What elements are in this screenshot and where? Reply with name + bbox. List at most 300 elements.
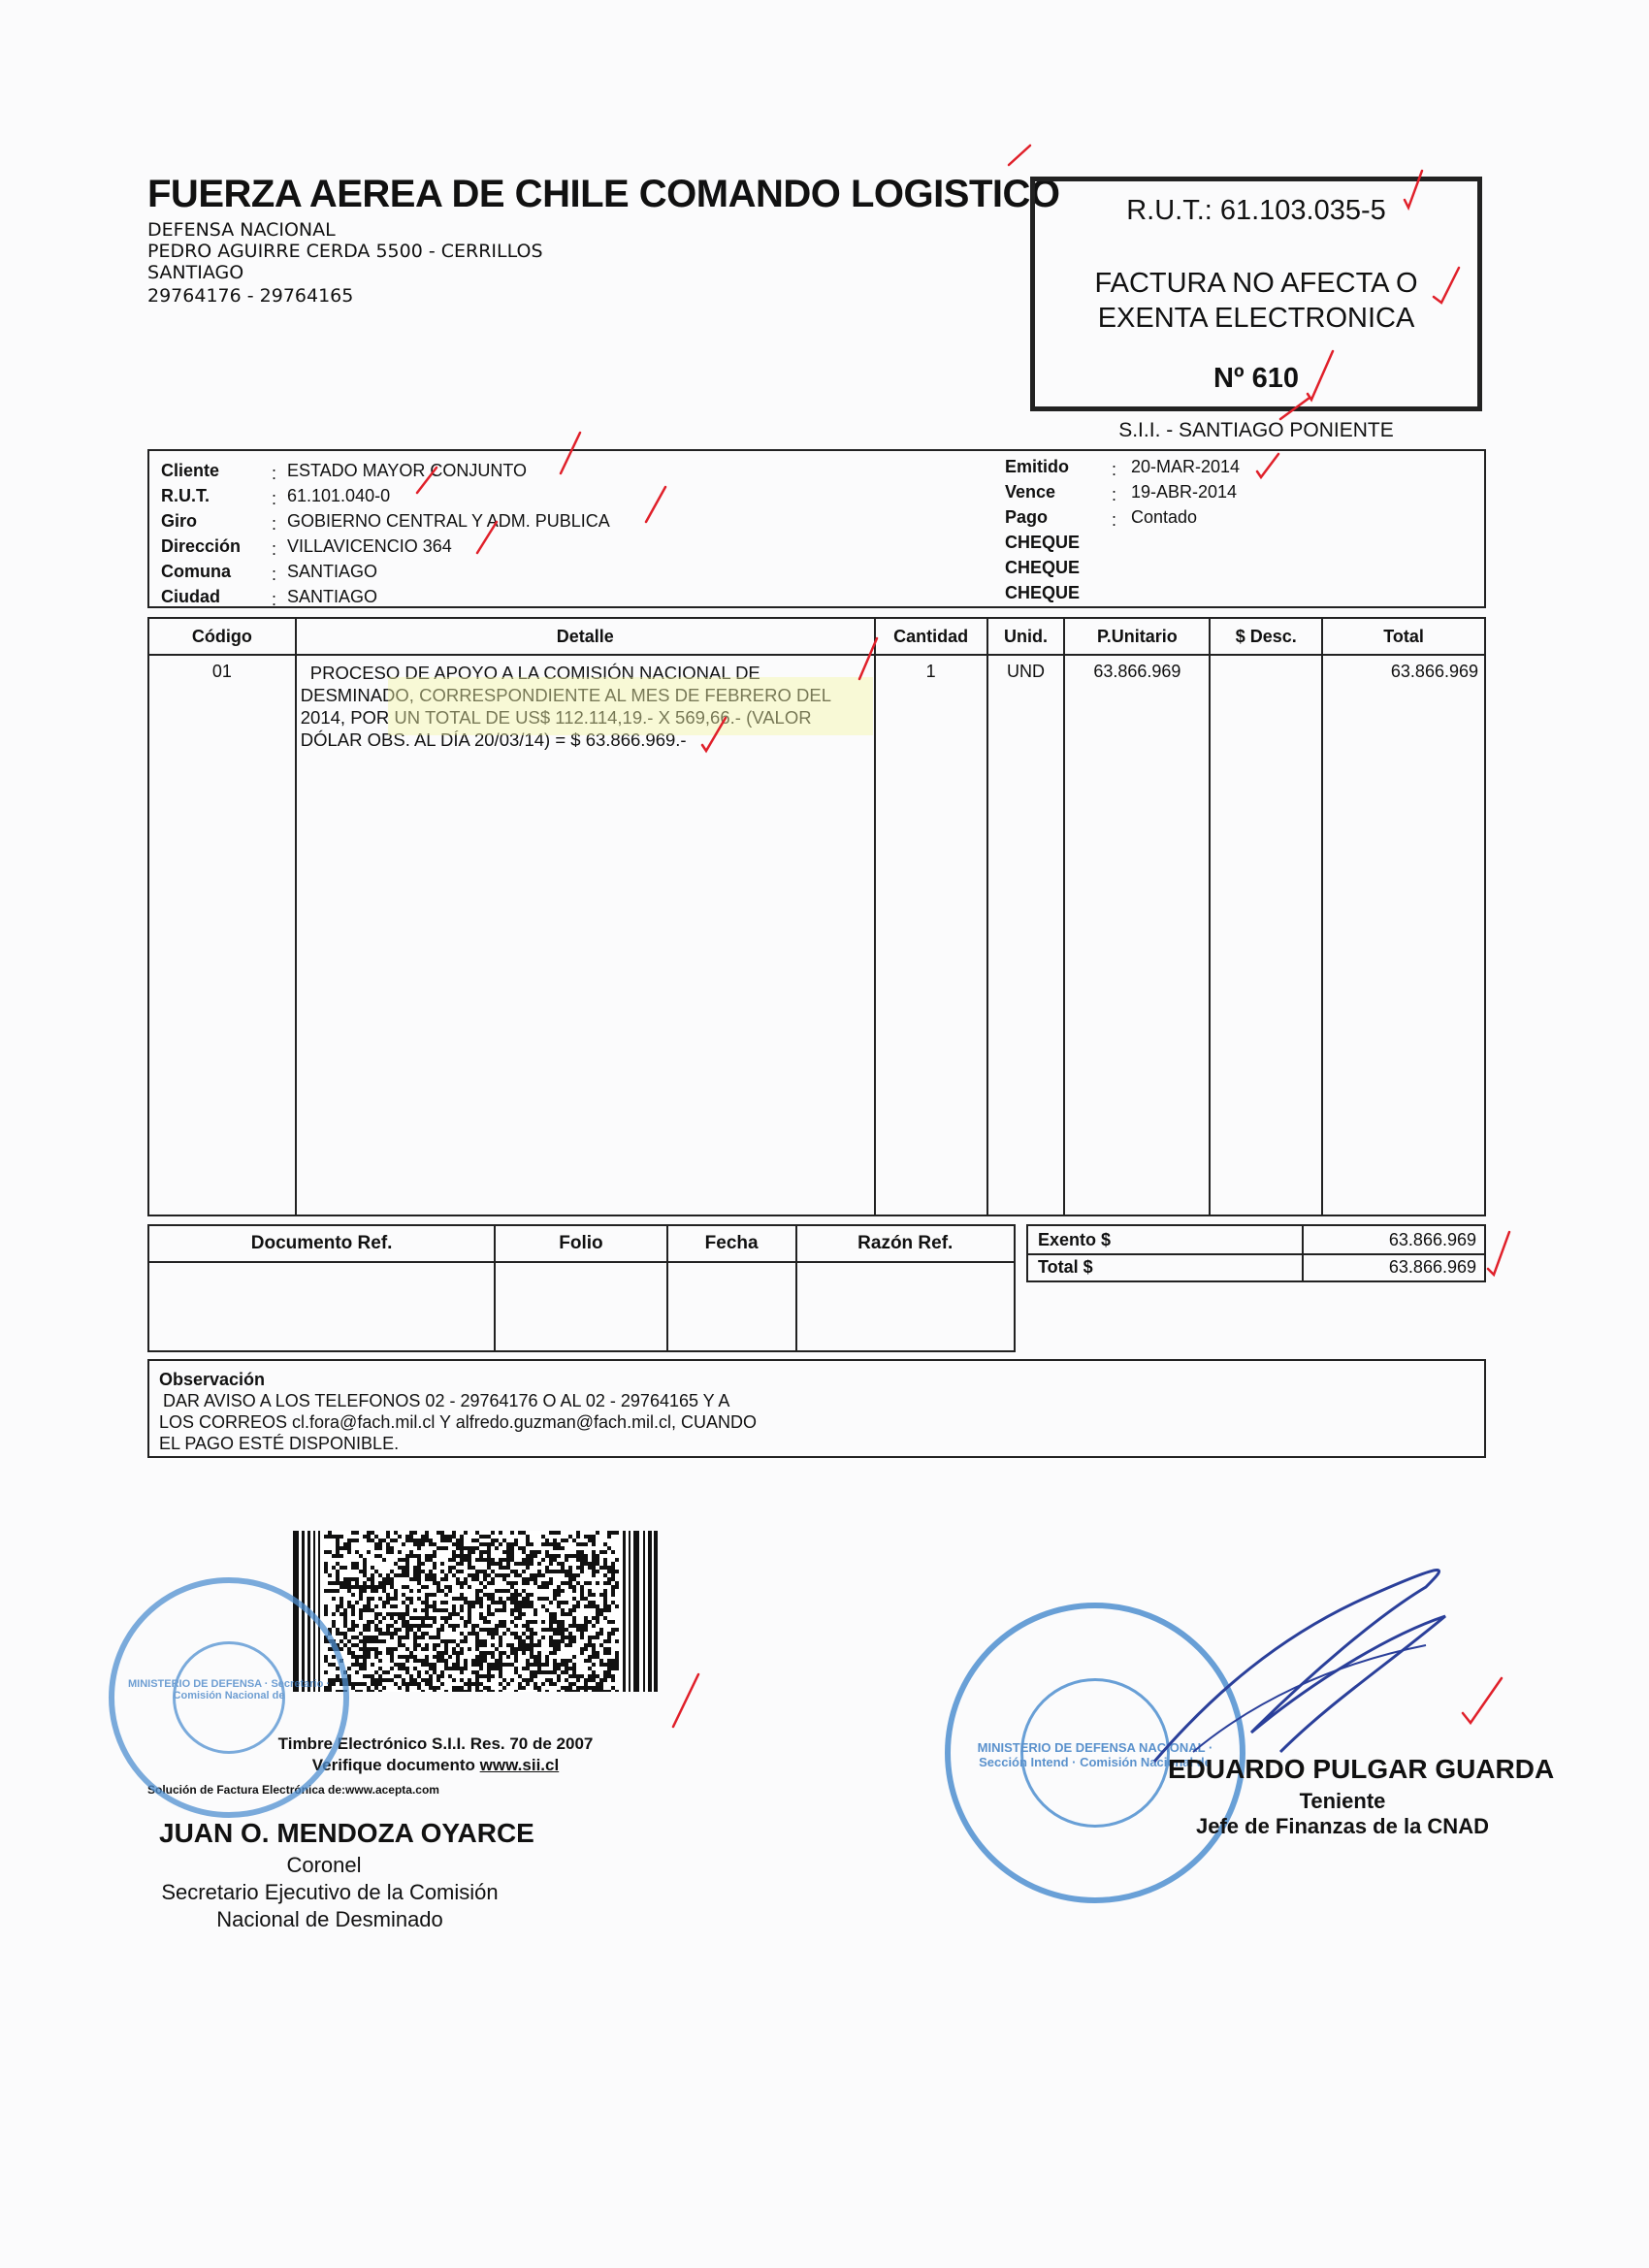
barcode-module xyxy=(499,1667,502,1670)
barcode-module xyxy=(510,1542,514,1546)
barcode-module xyxy=(417,1624,421,1628)
barcode-module xyxy=(510,1570,514,1573)
document-type-line-1: FACTURA NO AFECTA O xyxy=(1094,268,1418,299)
barcode-module xyxy=(599,1643,603,1647)
barcode-module xyxy=(502,1539,506,1542)
barcode-module xyxy=(471,1670,475,1674)
barcode-module xyxy=(537,1570,541,1573)
barcode-module xyxy=(545,1597,549,1601)
barcode-module xyxy=(499,1624,502,1628)
barcode-module xyxy=(390,1597,394,1601)
document-type-line-2: EXENTA ELECTRONICA xyxy=(1097,303,1415,334)
barcode-module xyxy=(491,1655,495,1659)
barcode-module xyxy=(371,1585,374,1589)
barcode-module xyxy=(332,1624,336,1628)
barcode-module xyxy=(452,1604,456,1608)
barcode-module xyxy=(452,1667,456,1670)
header-quantity: Cantidad xyxy=(875,618,987,655)
barcode-module xyxy=(596,1608,599,1612)
barcode-module xyxy=(553,1570,557,1573)
barcode-module xyxy=(565,1690,568,1692)
header-total: Total xyxy=(1322,618,1485,655)
barcode-module xyxy=(471,1682,475,1686)
reference-table xyxy=(147,1224,1016,1352)
barcode-module xyxy=(584,1659,588,1663)
barcode-module xyxy=(514,1573,518,1577)
barcode-module xyxy=(510,1608,514,1612)
barcode-module xyxy=(522,1678,526,1682)
barcode-module xyxy=(378,1651,382,1655)
barcode-module xyxy=(518,1636,522,1639)
timbre-line-1: Timbre Electrónico S.I.I. Res. 70 de 2007 xyxy=(277,1734,594,1753)
barcode-module xyxy=(363,1663,367,1667)
barcode-module xyxy=(367,1686,371,1690)
barcode-module xyxy=(530,1663,534,1667)
barcode-module xyxy=(561,1620,565,1624)
barcode-module xyxy=(518,1674,522,1678)
barcode-module xyxy=(502,1550,506,1554)
barcode-module xyxy=(340,1597,343,1601)
barcode-module xyxy=(553,1682,557,1686)
barcode-module xyxy=(607,1531,611,1535)
barcode-module xyxy=(336,1570,340,1573)
barcode-module xyxy=(390,1604,394,1608)
barcode-module xyxy=(429,1577,433,1581)
barcode-module xyxy=(607,1651,611,1655)
barcode-module xyxy=(409,1674,413,1678)
barcode-module xyxy=(495,1539,499,1542)
barcode-module xyxy=(502,1573,506,1577)
barcode-module xyxy=(460,1539,464,1542)
barcode-module xyxy=(483,1616,487,1620)
barcode-module xyxy=(603,1663,607,1667)
barcode-module xyxy=(405,1585,409,1589)
barcode-module xyxy=(343,1616,347,1620)
barcode-module xyxy=(603,1616,607,1620)
barcode-module xyxy=(572,1589,576,1593)
sii-link[interactable]: www.sii.cl xyxy=(479,1756,560,1774)
barcode-module xyxy=(603,1678,607,1682)
barcode-module xyxy=(553,1667,557,1670)
barcode-module xyxy=(374,1542,378,1546)
barcode-module xyxy=(549,1616,553,1620)
barcode-module xyxy=(526,1554,530,1558)
barcode-module xyxy=(607,1608,611,1612)
barcode-module xyxy=(491,1663,495,1667)
barcode-module xyxy=(596,1636,599,1639)
barcode-module xyxy=(409,1550,413,1554)
barcode-module xyxy=(359,1589,363,1593)
barcode-module xyxy=(534,1674,537,1678)
barcode-module xyxy=(351,1562,355,1566)
barcode-module xyxy=(371,1636,374,1639)
barcode-module xyxy=(367,1604,371,1608)
barcode-module xyxy=(599,1550,603,1554)
barcode-module xyxy=(526,1539,530,1542)
barcode-module xyxy=(436,1546,440,1550)
barcode-module xyxy=(553,1542,557,1546)
barcode-module xyxy=(599,1612,603,1616)
barcode-module xyxy=(386,1593,390,1597)
barcode-module xyxy=(425,1608,429,1612)
barcode-module xyxy=(491,1593,495,1597)
barcode-module xyxy=(394,1674,398,1678)
barcode-module xyxy=(405,1670,409,1674)
barcode-module xyxy=(390,1667,394,1670)
barcode-module xyxy=(596,1620,599,1624)
header-folio: Folio xyxy=(495,1225,667,1262)
barcode-module xyxy=(541,1620,545,1624)
due-label: Vence xyxy=(1005,482,1056,502)
barcode-module xyxy=(487,1558,491,1562)
barcode-module xyxy=(351,1608,355,1612)
barcode-module xyxy=(386,1601,390,1604)
barcode-module xyxy=(371,1589,374,1593)
barcode-module xyxy=(429,1674,433,1678)
barcode-module xyxy=(576,1581,580,1585)
barcode-module xyxy=(561,1546,565,1550)
barcode-module xyxy=(502,1620,506,1624)
barcode-module xyxy=(340,1639,343,1643)
totals-box xyxy=(1026,1224,1486,1282)
barcode-module xyxy=(402,1612,405,1616)
barcode-module xyxy=(363,1647,367,1651)
barcode-module xyxy=(405,1667,409,1670)
barcode-module xyxy=(592,1670,596,1674)
barcode-module xyxy=(487,1608,491,1612)
barcode-module xyxy=(421,1647,425,1651)
barcode-module xyxy=(568,1639,572,1643)
barcode-module xyxy=(433,1573,436,1577)
barcode-module xyxy=(537,1643,541,1647)
barcode-module xyxy=(514,1601,518,1604)
barcode-module xyxy=(374,1647,378,1651)
barcode-module xyxy=(475,1601,479,1604)
barcode-module xyxy=(588,1674,592,1678)
barcode-module xyxy=(405,1690,409,1692)
barcode-module xyxy=(464,1624,468,1628)
barcode-module xyxy=(487,1581,491,1585)
barcode-module xyxy=(378,1620,382,1624)
barcode-module xyxy=(468,1550,471,1554)
barcode-module xyxy=(479,1655,483,1659)
barcode-module xyxy=(530,1678,534,1682)
barcode-module xyxy=(549,1682,553,1686)
barcode-module xyxy=(596,1570,599,1573)
barcode-module xyxy=(425,1597,429,1601)
barcode-module xyxy=(530,1542,534,1546)
barcode-module xyxy=(491,1674,495,1678)
barcode-module xyxy=(374,1612,378,1616)
barcode-module xyxy=(409,1628,413,1632)
barcode-module xyxy=(541,1573,545,1577)
barcode-module xyxy=(518,1562,522,1566)
barcode-module xyxy=(336,1539,340,1542)
barcode-module xyxy=(603,1562,607,1566)
barcode-module xyxy=(565,1539,568,1542)
barcode-module xyxy=(433,1616,436,1620)
barcode-module xyxy=(510,1581,514,1585)
barcode-module xyxy=(561,1608,565,1612)
barcode-module xyxy=(584,1604,588,1608)
barcode-module xyxy=(596,1581,599,1585)
barcode-module xyxy=(378,1674,382,1678)
barcode-module xyxy=(340,1604,343,1608)
barcode-module xyxy=(580,1651,584,1655)
barcode-module xyxy=(479,1601,483,1604)
barcode-module xyxy=(607,1632,611,1636)
barcode-module xyxy=(526,1558,530,1562)
barcode-module xyxy=(471,1632,475,1636)
barcode-module xyxy=(413,1539,417,1542)
barcode-module xyxy=(534,1663,537,1667)
barcode-module xyxy=(413,1659,417,1663)
barcode-module xyxy=(417,1670,421,1674)
barcode-module xyxy=(347,1581,351,1585)
barcode-module xyxy=(537,1655,541,1659)
observation-line-3: EL PAGO ESTÉ DISPONIBLE. xyxy=(159,1434,400,1453)
reference-header-row xyxy=(148,1225,1015,1262)
barcode-module xyxy=(444,1647,448,1651)
barcode-module xyxy=(460,1678,464,1682)
barcode-module xyxy=(596,1655,599,1659)
barcode-module xyxy=(378,1612,382,1616)
barcode-module xyxy=(417,1616,421,1620)
barcode-module xyxy=(355,1659,359,1663)
barcode-module xyxy=(433,1554,436,1558)
barcode-module xyxy=(332,1554,336,1558)
barcode-module xyxy=(448,1616,452,1620)
barcode-module xyxy=(499,1558,502,1562)
barcode-module xyxy=(607,1546,611,1550)
barcode-module xyxy=(549,1670,553,1674)
barcode-module xyxy=(336,1604,340,1608)
barcode-module xyxy=(502,1624,506,1628)
barcode-module xyxy=(413,1682,417,1686)
barcode-module xyxy=(332,1566,336,1570)
barcode-module xyxy=(378,1659,382,1663)
barcode-module xyxy=(510,1643,514,1647)
barcode-module xyxy=(433,1577,436,1581)
barcode-module xyxy=(409,1535,413,1539)
barcode-module xyxy=(553,1659,557,1663)
barcode-module xyxy=(440,1624,444,1628)
exento-row xyxy=(1028,1226,1484,1255)
barcode-module xyxy=(537,1585,541,1589)
barcode-module xyxy=(580,1632,584,1636)
issuer-line-4: 29764176 - 29764165 xyxy=(147,285,354,307)
document-number: Nº 610 xyxy=(1213,363,1299,394)
barcode-module xyxy=(460,1639,464,1643)
barcode-module xyxy=(351,1604,355,1608)
barcode-module xyxy=(561,1589,565,1593)
barcode-module xyxy=(475,1686,479,1690)
exento-value: 63.866.969 xyxy=(1388,1230,1476,1249)
barcode-module xyxy=(568,1674,572,1678)
barcode-module xyxy=(580,1562,584,1566)
barcode-module xyxy=(565,1554,568,1558)
barcode-module xyxy=(452,1558,456,1562)
barcode-module xyxy=(615,1531,619,1535)
barcode-module xyxy=(413,1624,417,1628)
barcode-module xyxy=(607,1663,611,1667)
barcode-module xyxy=(479,1558,483,1562)
barcode-module xyxy=(456,1643,460,1647)
barcode-module xyxy=(611,1674,615,1678)
barcode-module xyxy=(592,1558,596,1562)
barcode-module xyxy=(460,1608,464,1612)
barcode-module xyxy=(343,1566,347,1570)
barcode-module xyxy=(495,1647,499,1651)
barcode-module xyxy=(468,1608,471,1612)
barcode-module xyxy=(526,1647,530,1651)
barcode-module xyxy=(526,1628,530,1632)
barcode-module xyxy=(444,1663,448,1667)
barcode-module xyxy=(549,1554,553,1558)
barcode-module xyxy=(386,1573,390,1577)
barcode-module xyxy=(572,1554,576,1558)
barcode-module xyxy=(413,1678,417,1682)
barcode-module xyxy=(386,1632,390,1636)
barcode-module xyxy=(502,1608,506,1612)
barcode-module xyxy=(607,1566,611,1570)
barcode-module xyxy=(452,1628,456,1632)
barcode-module xyxy=(402,1624,405,1628)
barcode-module xyxy=(526,1593,530,1597)
header-document-ref: Documento Ref. xyxy=(148,1225,495,1262)
barcode-module xyxy=(611,1562,615,1566)
barcode-module xyxy=(557,1554,561,1558)
barcode-module xyxy=(340,1566,343,1570)
barcode-module xyxy=(592,1686,596,1690)
barcode-module xyxy=(561,1663,565,1667)
barcode-module xyxy=(568,1659,572,1663)
barcode-module xyxy=(487,1651,491,1655)
barcode-module xyxy=(522,1601,526,1604)
barcode-module xyxy=(499,1531,502,1535)
electronic-stamp-barcode xyxy=(293,1531,658,1692)
barcode-module xyxy=(378,1690,382,1692)
barcode-module xyxy=(553,1539,557,1542)
barcode-module xyxy=(568,1636,572,1639)
payment-line-2: CHEQUE xyxy=(1005,558,1081,577)
barcode-module xyxy=(568,1566,572,1570)
barcode-module xyxy=(464,1531,468,1535)
barcode-module xyxy=(537,1550,541,1554)
barcode-module xyxy=(565,1667,568,1670)
barcode-module xyxy=(568,1608,572,1612)
barcode-module xyxy=(534,1643,537,1647)
barcode-module xyxy=(561,1628,565,1632)
barcode-module xyxy=(487,1562,491,1566)
barcode-module xyxy=(351,1539,355,1542)
barcode-module xyxy=(483,1570,487,1573)
barcode-module xyxy=(409,1531,413,1535)
barcode-module xyxy=(534,1577,537,1581)
barcode-module xyxy=(475,1558,479,1562)
barcode-module xyxy=(382,1604,386,1608)
barcode-module xyxy=(336,1577,340,1581)
barcode-module xyxy=(499,1608,502,1612)
barcode-module xyxy=(596,1562,599,1566)
barcode-module xyxy=(603,1550,607,1554)
client-name: ESTADO MAYOR CONJUNTO xyxy=(287,461,528,480)
barcode-module xyxy=(592,1535,596,1539)
barcode-module xyxy=(549,1624,553,1628)
barcode-module xyxy=(580,1628,584,1632)
barcode-module xyxy=(588,1659,592,1663)
payment-line-3: CHEQUE xyxy=(1005,583,1081,602)
barcode-module xyxy=(382,1639,386,1643)
barcode-module xyxy=(336,1573,340,1577)
barcode-module xyxy=(557,1601,561,1604)
barcode-module xyxy=(487,1535,491,1539)
barcode-module xyxy=(514,1670,518,1674)
barcode-module xyxy=(596,1686,599,1690)
barcode-module xyxy=(611,1628,615,1632)
barcode-module xyxy=(580,1542,584,1546)
barcode-module xyxy=(367,1608,371,1612)
barcode-module xyxy=(487,1678,491,1682)
barcode-module xyxy=(475,1690,479,1692)
barcode-module xyxy=(343,1546,347,1550)
barcode-module xyxy=(440,1577,444,1581)
barcode-module xyxy=(390,1577,394,1581)
barcode-module xyxy=(440,1616,444,1620)
client-values xyxy=(287,461,610,612)
barcode-module xyxy=(491,1632,495,1636)
barcode-module xyxy=(363,1674,367,1678)
barcode-module xyxy=(541,1581,545,1585)
barcode-module xyxy=(541,1636,545,1639)
barcode-module xyxy=(502,1686,506,1690)
barcode-module xyxy=(417,1562,421,1566)
barcode-module xyxy=(499,1651,502,1655)
barcode-module xyxy=(425,1535,429,1539)
barcode-module xyxy=(448,1566,452,1570)
barcode-module xyxy=(433,1608,436,1612)
barcode-module xyxy=(487,1632,491,1636)
barcode-module xyxy=(409,1678,413,1682)
barcode-module xyxy=(460,1554,464,1558)
barcode-module xyxy=(436,1659,440,1663)
barcode-module xyxy=(460,1647,464,1651)
barcode-module xyxy=(374,1616,378,1620)
barcode-module xyxy=(572,1682,576,1686)
barcode-module xyxy=(371,1581,374,1585)
barcode-module xyxy=(557,1643,561,1647)
barcode-module xyxy=(394,1531,398,1535)
barcode-module xyxy=(615,1667,619,1670)
barcode-module xyxy=(367,1651,371,1655)
barcode-module xyxy=(572,1604,576,1608)
barcode-module xyxy=(553,1647,557,1651)
barcode-module xyxy=(382,1686,386,1690)
barcode-module xyxy=(580,1593,584,1597)
check-mark xyxy=(1463,1678,1502,1723)
barcode-module xyxy=(557,1604,561,1608)
barcode-module xyxy=(448,1674,452,1678)
barcode-module xyxy=(394,1597,398,1601)
barcode-module xyxy=(629,1531,630,1692)
barcode-module xyxy=(565,1558,568,1562)
barcode-module xyxy=(444,1639,448,1643)
barcode-module xyxy=(514,1667,518,1670)
barcode-module xyxy=(615,1639,619,1643)
barcode-module xyxy=(518,1593,522,1597)
barcode-module xyxy=(530,1573,534,1577)
barcode-module xyxy=(440,1570,444,1573)
